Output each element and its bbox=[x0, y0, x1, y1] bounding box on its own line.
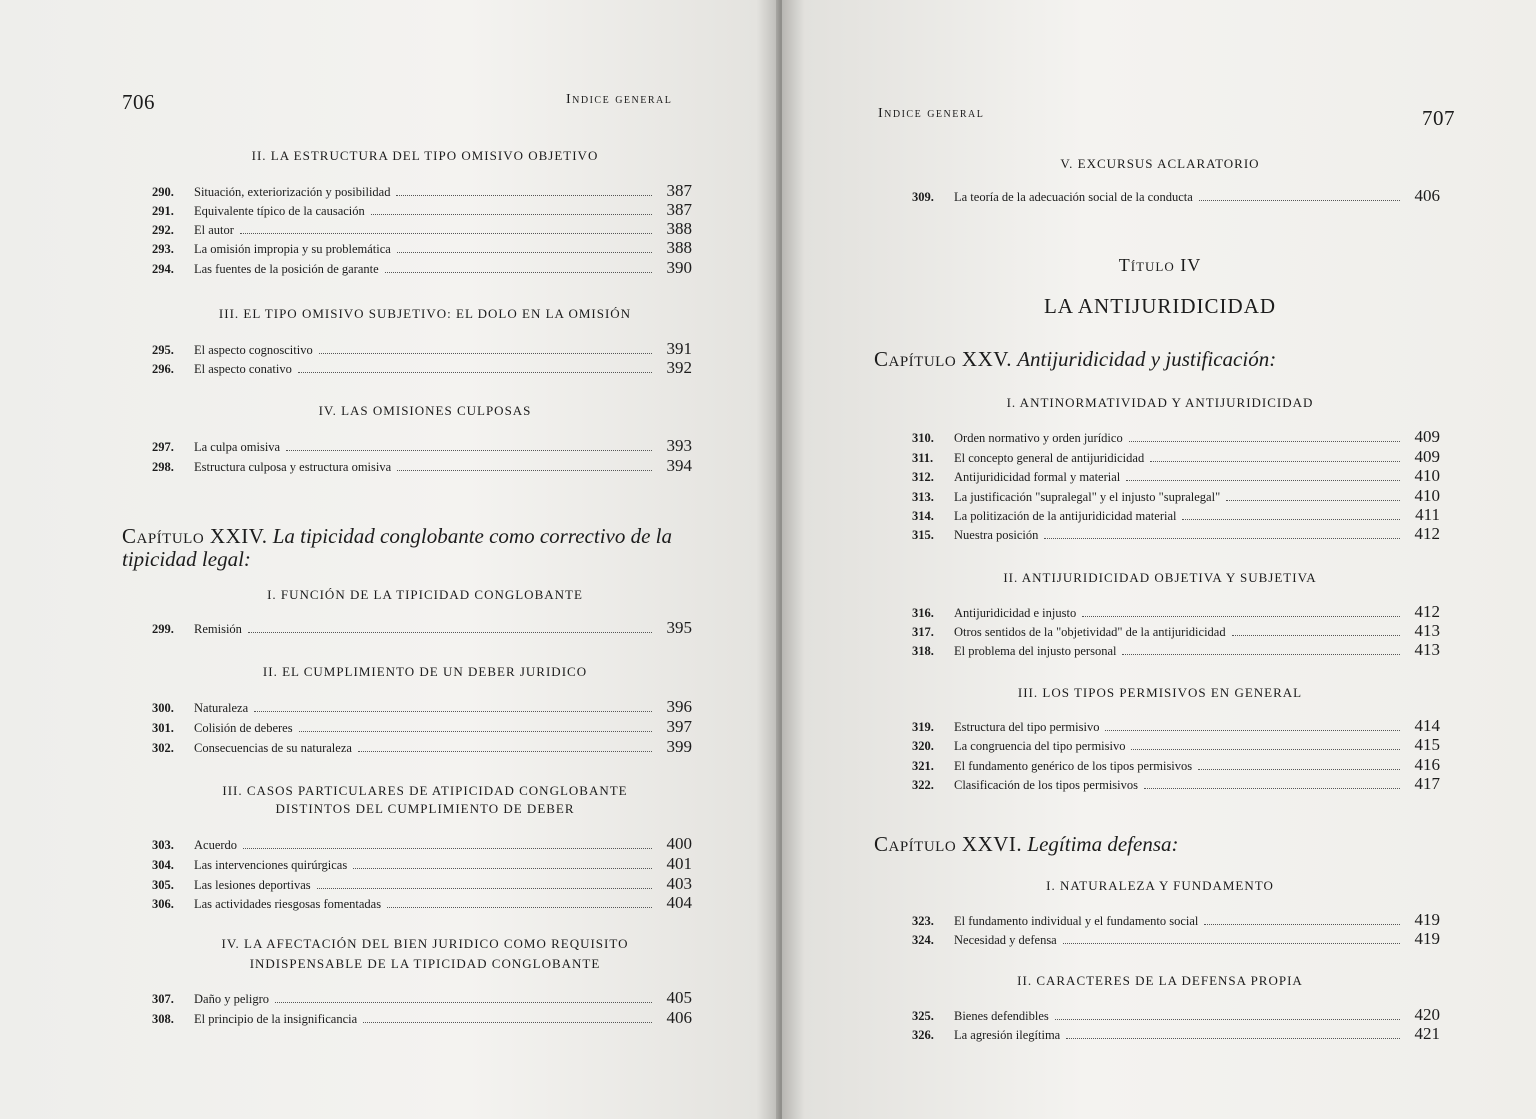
entry-title: Estructura del tipo permisivo bbox=[954, 720, 1100, 734]
entry-number: 314. bbox=[912, 509, 934, 523]
entry-number: 318. bbox=[912, 644, 934, 658]
entry-number: 311. bbox=[912, 451, 934, 465]
dot-leader bbox=[1126, 480, 1400, 481]
entry-title: Las intervenciones quirúrgicas bbox=[194, 858, 348, 872]
chapter-heading bbox=[122, 524, 672, 549]
entry-number: 292. bbox=[152, 223, 174, 237]
entry-page: 391 bbox=[666, 339, 692, 358]
dot-leader bbox=[254, 711, 652, 712]
dot-leader bbox=[286, 450, 652, 451]
toc-entry[interactable] bbox=[152, 200, 692, 220]
entry-title: La omisión impropia y su problemática bbox=[194, 242, 391, 256]
dot-leader bbox=[1082, 616, 1400, 617]
section-heading: IV. LA AFECTACIÓN DEL BIEN JURIDICO COMO REQUISITO bbox=[221, 936, 629, 951]
entry-title: Remisión bbox=[194, 622, 242, 636]
section-heading: I. ANTINORMATIVIDAD Y ANTIJURIDICIDAD bbox=[1006, 395, 1314, 410]
entry-number: 299. bbox=[152, 622, 174, 636]
entry-title: Clasificación de los tipos permisivos bbox=[954, 778, 1139, 792]
entry-title: El problema del injusto personal bbox=[954, 644, 1117, 658]
dot-leader bbox=[1204, 924, 1400, 925]
entry-number: 296. bbox=[152, 362, 174, 376]
section-heading: II. ANTIJURIDICIDAD OBJETIVA Y SUBJETIVA bbox=[1003, 570, 1317, 585]
section-heading: III. LOS TIPOS PERMISIVOS EN GENERAL bbox=[1017, 685, 1303, 700]
entry-number: 322. bbox=[912, 778, 934, 792]
toc-entry[interactable] bbox=[152, 834, 692, 854]
entry-title: Orden normativo y orden jurídico bbox=[954, 431, 1123, 445]
entry-page: 399 bbox=[666, 737, 692, 756]
entry-page: 394 bbox=[666, 456, 692, 475]
dot-leader bbox=[275, 1002, 652, 1003]
entry-number: 301. bbox=[152, 721, 174, 735]
dot-leader bbox=[1198, 769, 1400, 770]
entry-page: 397 bbox=[666, 717, 692, 736]
entry-title: La agresión ilegítima bbox=[954, 1028, 1061, 1042]
toc-entry[interactable] bbox=[152, 874, 692, 894]
entry-number: 312. bbox=[912, 470, 934, 484]
entry-page: 411 bbox=[1415, 505, 1440, 524]
entry-title: El principio de la insignificancia bbox=[194, 1012, 358, 1026]
toc-entry[interactable] bbox=[912, 186, 1440, 206]
entry-page: 396 bbox=[666, 697, 692, 716]
entry-number: 307. bbox=[152, 992, 174, 1006]
entry-page: 387 bbox=[666, 200, 692, 219]
entry-page: 414 bbox=[1414, 716, 1440, 735]
dot-leader bbox=[317, 888, 652, 889]
entry-number: 300. bbox=[152, 701, 174, 715]
entry-title: Las lesiones deportivas bbox=[194, 878, 311, 892]
entry-page: 409 bbox=[1414, 427, 1440, 446]
entry-page: 388 bbox=[666, 219, 692, 238]
entry-title: El concepto general de antijuridicidad bbox=[954, 451, 1145, 465]
entry-number: 290. bbox=[152, 185, 174, 199]
entry-number: 304. bbox=[152, 858, 174, 872]
entry-page: 387 bbox=[666, 181, 692, 200]
entry-title: El autor bbox=[194, 223, 234, 237]
dot-leader bbox=[363, 1022, 652, 1023]
page-number: 706 bbox=[122, 90, 155, 114]
dot-leader bbox=[240, 233, 652, 234]
toc-entry[interactable] bbox=[152, 181, 692, 201]
dot-leader bbox=[371, 214, 652, 215]
entry-number: 321. bbox=[912, 759, 934, 773]
entry-page: 417 bbox=[1414, 774, 1440, 793]
toc-entry[interactable] bbox=[912, 1024, 1440, 1044]
entry-number: 317. bbox=[912, 625, 934, 639]
chapter-heading bbox=[874, 832, 1178, 857]
toc-entry[interactable] bbox=[912, 486, 1440, 506]
toc-entry[interactable] bbox=[912, 640, 1440, 660]
dot-leader bbox=[248, 632, 652, 633]
section-heading: INDISPENSABLE DE LA TIPICIDAD CONGLOBANTE bbox=[249, 956, 601, 971]
entry-title: Situación, exteriorización y posibilidad bbox=[194, 185, 391, 199]
chapter-label: Capítulo XXV. bbox=[874, 347, 1012, 371]
toc-entry[interactable] bbox=[912, 505, 1440, 525]
entry-page: 420 bbox=[1414, 1005, 1440, 1024]
toc-entry[interactable] bbox=[152, 258, 692, 278]
toc-entry[interactable] bbox=[152, 854, 692, 874]
entry-title: Consecuencias de su naturaleza bbox=[194, 741, 352, 755]
toc-entry[interactable] bbox=[152, 358, 692, 378]
entry-page: 401 bbox=[666, 854, 692, 873]
entry-title: El aspecto conativo bbox=[194, 362, 292, 376]
entry-page: 393 bbox=[666, 436, 692, 455]
entry-page: 405 bbox=[666, 988, 692, 1007]
entry-title: Antijuridicidad e injusto bbox=[954, 606, 1077, 620]
toc-entry[interactable] bbox=[912, 755, 1440, 775]
entry-number: 308. bbox=[152, 1012, 174, 1026]
entry-number: 297. bbox=[152, 440, 174, 454]
toc-entry[interactable] bbox=[912, 716, 1440, 736]
toc-entry[interactable] bbox=[912, 524, 1440, 544]
entry-title: El fundamento genérico de los tipos permisivos bbox=[954, 759, 1193, 773]
toc-entry[interactable] bbox=[152, 339, 692, 359]
entry-title: La politización de la antijuridicidad material bbox=[954, 509, 1177, 523]
dot-leader bbox=[298, 372, 652, 373]
dot-leader bbox=[1182, 519, 1400, 520]
dot-leader bbox=[397, 252, 652, 253]
entry-title: Naturaleza bbox=[194, 701, 249, 715]
entry-number: 319. bbox=[912, 720, 934, 734]
entry-title: Nuestra posición bbox=[954, 528, 1039, 542]
entry-title: Estructura culposa y estructura omisiva bbox=[194, 460, 392, 474]
entry-number: 305. bbox=[152, 878, 174, 892]
section-heading: IV. LAS OMISIONES CULPOSAS bbox=[318, 403, 532, 418]
toc-entry[interactable] bbox=[912, 602, 1440, 622]
section-heading: III. CASOS PARTICULARES DE ATIPICIDAD CONGLOBANTE bbox=[222, 783, 628, 798]
entry-title: Las actividades riesgosas fomentadas bbox=[194, 897, 382, 911]
dot-leader bbox=[358, 751, 652, 752]
entry-number: 313. bbox=[912, 490, 934, 504]
dot-leader bbox=[1063, 943, 1400, 944]
toc-entry[interactable] bbox=[152, 1008, 692, 1028]
entry-number: 325. bbox=[912, 1009, 934, 1023]
dot-leader bbox=[1144, 788, 1400, 789]
toc-entry[interactable] bbox=[152, 988, 692, 1008]
toc-entry[interactable] bbox=[152, 456, 692, 476]
dot-leader bbox=[1131, 749, 1400, 750]
section-heading: I. FUNCIÓN DE LA TIPICIDAD CONGLOBANTE bbox=[267, 587, 583, 602]
chapter-label: Capítulo XXVI. bbox=[874, 832, 1023, 856]
chapter-heading bbox=[874, 347, 1276, 372]
dot-leader bbox=[1226, 500, 1400, 501]
entry-title: Antijuridicidad formal y material bbox=[954, 470, 1121, 484]
entry-page: 388 bbox=[666, 238, 692, 257]
section-heading: II. LA ESTRUCTURA DEL TIPO OMISIVO OBJETIVO bbox=[251, 148, 599, 163]
entry-page: 413 bbox=[1414, 640, 1440, 659]
dot-leader bbox=[353, 868, 652, 869]
entry-page: 421 bbox=[1414, 1024, 1440, 1043]
entry-page: 406 bbox=[1414, 186, 1440, 205]
entry-number: 298. bbox=[152, 460, 174, 474]
entry-number: 291. bbox=[152, 204, 174, 218]
entry-page: 406 bbox=[666, 1008, 692, 1027]
entry-page: 404 bbox=[666, 893, 692, 912]
toc-entry[interactable] bbox=[152, 697, 692, 717]
entry-page: 412 bbox=[1414, 602, 1440, 621]
entry-page: 410 bbox=[1414, 486, 1440, 505]
dot-leader bbox=[243, 848, 652, 849]
entry-number: 310. bbox=[912, 431, 934, 445]
page-number: 707 bbox=[1422, 106, 1455, 130]
entry-number: 315. bbox=[912, 528, 934, 542]
dot-leader bbox=[1150, 461, 1400, 462]
dot-leader bbox=[1105, 730, 1400, 731]
section-heading: I. NATURALEZA Y FUNDAMENTO bbox=[1046, 878, 1274, 893]
entry-number: 294. bbox=[152, 262, 174, 276]
chapter-title: Antijuridicidad y justificación: bbox=[1017, 347, 1277, 371]
entry-page: 416 bbox=[1414, 755, 1440, 774]
dot-leader bbox=[1044, 538, 1400, 539]
toc-entry[interactable] bbox=[152, 219, 692, 239]
running-head: Indice general bbox=[878, 106, 985, 121]
entry-page: 413 bbox=[1414, 621, 1440, 640]
toc-entry[interactable] bbox=[912, 621, 1440, 641]
chapter-label: Capítulo XXIV. bbox=[122, 524, 268, 548]
entry-page: 400 bbox=[666, 834, 692, 853]
titulo-label: Título IV bbox=[1118, 255, 1202, 275]
dot-leader bbox=[396, 195, 652, 196]
chapter-title-continued: tipicidad legal: bbox=[122, 547, 251, 571]
entry-number: 326. bbox=[912, 1028, 934, 1042]
entry-title: La justificación "supralegal" y el injusto "supralegal" bbox=[954, 490, 1221, 504]
entry-title: Acuerdo bbox=[194, 838, 238, 852]
toc-entry[interactable] bbox=[912, 1005, 1440, 1025]
entry-page: 395 bbox=[666, 618, 692, 637]
entry-title: Colisión de deberes bbox=[194, 721, 293, 735]
entry-title: La congruencia del tipo permisivo bbox=[954, 739, 1126, 753]
entry-number: 324. bbox=[912, 933, 934, 947]
entry-number: 309. bbox=[912, 190, 934, 204]
dot-leader bbox=[1066, 1038, 1400, 1039]
toc-entry[interactable] bbox=[152, 436, 692, 456]
entry-page: 403 bbox=[666, 874, 692, 893]
entry-title: Las fuentes de la posición de garante bbox=[194, 262, 379, 276]
entry-title: Bienes defendibles bbox=[954, 1009, 1049, 1023]
chapter-title: Legítima defensa: bbox=[1027, 832, 1179, 856]
dot-leader bbox=[299, 731, 652, 732]
entry-title: La culpa omisiva bbox=[194, 440, 281, 454]
entry-title: El fundamento individual y el fundamento social bbox=[954, 914, 1199, 928]
entry-page: 419 bbox=[1414, 929, 1440, 948]
entry-page: 410 bbox=[1414, 466, 1440, 485]
entry-title: Necesidad y defensa bbox=[954, 933, 1057, 947]
section-heading: V. EXCURSUS ACLARATORIO bbox=[1060, 156, 1260, 171]
entry-page: 415 bbox=[1414, 735, 1440, 754]
toc-entry[interactable] bbox=[912, 735, 1440, 755]
entry-number: 303. bbox=[152, 838, 174, 852]
entry-number: 320. bbox=[912, 739, 934, 753]
toc-entry[interactable] bbox=[152, 618, 692, 638]
entry-page: 392 bbox=[666, 358, 692, 377]
entry-number: 306. bbox=[152, 897, 174, 911]
toc-entry[interactable] bbox=[152, 737, 692, 757]
dot-leader bbox=[1232, 635, 1400, 636]
toc-entry[interactable] bbox=[152, 238, 692, 258]
entry-title: Daño y peligro bbox=[194, 992, 269, 1006]
entry-number: 295. bbox=[152, 343, 174, 357]
toc-entry[interactable] bbox=[912, 910, 1440, 930]
running-head: Indice general bbox=[566, 92, 673, 107]
entry-title: La teoría de la adecuación social de la conducta bbox=[954, 190, 1193, 204]
section-heading: III. EL TIPO OMISIVO SUBJETIVO: EL DOLO EN LA OMISIÓN bbox=[218, 306, 632, 321]
dot-leader bbox=[385, 272, 652, 273]
entry-page: 390 bbox=[666, 258, 692, 277]
dot-leader bbox=[397, 470, 652, 471]
dot-leader bbox=[1122, 654, 1400, 655]
dot-leader bbox=[319, 353, 652, 354]
entry-title: Otros sentidos de la "objetividad" de la antijuridicidad bbox=[954, 625, 1226, 639]
entry-number: 302. bbox=[152, 741, 174, 755]
titulo-name: LA ANTIJURIDICIDAD bbox=[1043, 294, 1277, 318]
section-heading: DISTINTOS DEL CUMPLIMIENTO DE DEBER bbox=[275, 801, 575, 816]
entry-number: 316. bbox=[912, 606, 934, 620]
section-heading: II. EL CUMPLIMIENTO DE UN DEBER JURIDICO bbox=[262, 664, 588, 679]
toc-entry[interactable] bbox=[152, 717, 692, 737]
entry-title: El aspecto cognoscitivo bbox=[194, 343, 313, 357]
toc-entry[interactable] bbox=[912, 929, 1440, 949]
dot-leader bbox=[1129, 441, 1400, 442]
dot-leader bbox=[1055, 1019, 1400, 1020]
toc-entry[interactable] bbox=[912, 774, 1440, 794]
dot-leader bbox=[1199, 200, 1400, 201]
entry-page: 409 bbox=[1414, 447, 1440, 466]
entry-page: 412 bbox=[1414, 524, 1440, 543]
toc-entry[interactable] bbox=[912, 466, 1440, 486]
entry-page: 419 bbox=[1414, 910, 1440, 929]
entry-number: 293. bbox=[152, 242, 174, 256]
toc-entry[interactable] bbox=[912, 447, 1440, 467]
toc-entry[interactable] bbox=[152, 893, 692, 913]
chapter-title: La tipicidad conglobante como correctivo de la bbox=[272, 524, 673, 548]
entry-title: Equivalente típico de la causación bbox=[194, 204, 365, 218]
entry-number: 323. bbox=[912, 914, 934, 928]
dot-leader bbox=[387, 907, 652, 908]
section-heading: II. CARACTERES DE LA DEFENSA PROPIA bbox=[1017, 973, 1303, 988]
toc-entry[interactable] bbox=[912, 427, 1440, 447]
